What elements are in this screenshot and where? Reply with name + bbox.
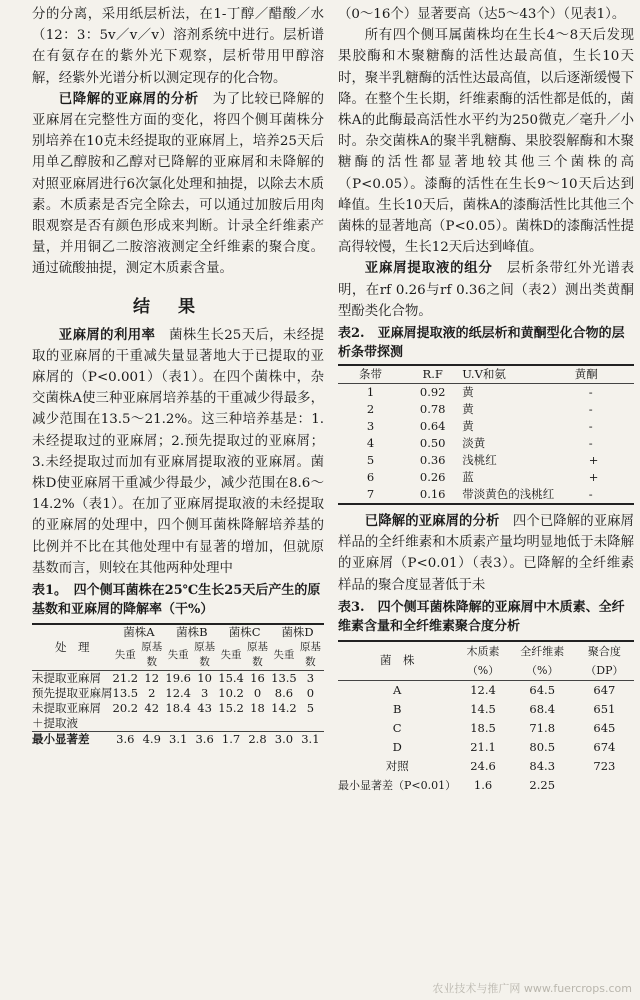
table2-header-flavone: 黄酮	[574, 367, 598, 382]
table-row	[338, 401, 634, 418]
table1-cell: 18.4	[165, 701, 191, 716]
table1-caption-text: 四个侧耳菌株在25℃生长25天后产生的原基数和亚麻屑的降解率（干%）	[32, 583, 321, 618]
table3-label: 表3.	[338, 599, 365, 615]
table3-cell: 645	[593, 720, 616, 735]
text-utilization: 菌株生长25天后，未经提取的亚麻屑的干重减失量显著地大于已提取的亚麻屑的（P<0.001）（表1）。在四个菌株中，杂交菌株A使三种亚麻屑培养基的干重减少得最多，减少范围在13.5～21.2%。这三种培养基是：1.未经提取过的亚麻屑；2.预先提取过的亚麻屑；3.未经提取过而加有亚麻屑提取液的亚麻屑。菌株D使亚麻屑干重减少得最少，减少范围在8.6～14.2%（表1）。在加了亚麻屑提取液的未经提取的亚麻屑的处理中，四个侧耳菌株降解培养基的比例并不比在其他处理中有显著的增加，但就原基数而言，则较在其他两种处理中	[32, 327, 325, 576]
table3-lsd-cell: 2.25	[529, 777, 556, 792]
heading-extract-composition: 亚麻屑提取液的组分	[364, 260, 493, 277]
table3-cell: A	[393, 682, 402, 697]
table1-strain-header: 菌株B	[176, 625, 208, 640]
table2-caption	[338, 324, 634, 362]
table3-cell: 18.5	[470, 720, 496, 735]
text-degraded-analysis: 为了比较已降解的亚麻屑在完整性方面的变化，将四个侧耳菌株分别培养在10克未经提取的亚麻屑上，培养25天后用单乙醇胺和乙醇对已降解的亚麻屑和未降解的对照亚麻屑进行6次氯化处理和抽提，以除去木质素。木质素是否完全除去，可以通过加胺后用肉眼观察是否有颜色形成来判断。计录全纤维素产量，并用铜乙二胺溶液测定全纤维素的聚合度。通过硫酸抽提，测定木质素含量。	[32, 91, 325, 277]
paragraph-enzymes: 所有四个侧耳属菌株均在生长4～8天后发现果胶酶和木聚糖酶的活性达最高值，生长10天时，聚半乳糖酶的活性达最高值，以后逐渐缓慢下降。在整个生长期，纤维素酶的活性都是低的，菌株A的此酶最高活性水平约为250微克／毫升／小时。杂交菌株A的聚半乳糖酶、果胶裂解酶和木聚糖酶的活性都显著地较其他三个菌株的高（P<0.05）。漆酶的活性在生长9～10天后达到峰值。生长10天后，菌株A的漆酶活性比其他三个菌株的显著地高（P<0.05）。菌株D的漆酶活性提高得较慢，生长12天后达到峰值。	[338, 28, 634, 256]
table1-cell: 19.6	[165, 671, 191, 686]
table-row	[338, 700, 634, 719]
table1-body	[32, 671, 324, 732]
table1-strain-header: 菌株D	[281, 625, 314, 640]
table1-label: 表1。	[32, 583, 61, 599]
watermark-text: 农业技术与推广网 www.fuercrops.com	[432, 982, 632, 995]
table1-lsd-cell: 2.8	[248, 732, 267, 747]
table1-cell: 18	[250, 701, 265, 716]
table1-subheader-cell: 原基数	[246, 641, 268, 669]
table1-cell	[138, 716, 165, 732]
paragraph-methods-chromatography: 分的分离，采用纸层析法，在1-丁醇／醋酸／水（12：3：5v／v／v）溶剂系统中进行。层析谱在有氨存在的紫外光下观察，层析带用甲醇溶解，经紫外光谱分析以测定现存的化合物。	[32, 7, 324, 86]
table2-band: 7	[366, 487, 375, 502]
table3-cell: 84.3	[529, 758, 556, 773]
table1-row-label: 预先提取亚麻屑	[32, 686, 113, 701]
table-row	[338, 680, 634, 700]
table1-cell	[244, 716, 271, 732]
table2-uv: 蓝	[462, 470, 474, 485]
table2-flavone: +	[588, 453, 599, 468]
table3-caption-text: 四个侧耳菌株降解的亚麻屑中木质素、全纤维素含量和全纤维素聚合度分析	[338, 599, 625, 634]
table1-lsd-cell: 3.6	[195, 732, 214, 747]
table2-header-band: 条带	[359, 367, 383, 382]
table2-band: 3	[366, 419, 375, 434]
table1-caption	[32, 581, 324, 619]
table3-body	[338, 680, 634, 776]
table3-cell: 对照	[385, 758, 409, 773]
table1-cell: 10	[197, 671, 212, 686]
table2-uv: 带淡黄色的浅桃红	[462, 487, 555, 502]
table1-cell: 12	[144, 671, 160, 686]
text-extract-composition: 层析条带红外光谱表明，在rf 0.26与rf 0.36之间（表2）测出类黄酮型酚类化合物。	[338, 261, 635, 319]
table2-header-rf: R.F	[422, 367, 443, 382]
text-degraded-result: 四个已降解的亚麻屑样品的全纤维素和木质素产量均明显地低于未降解的亚麻屑（P<0.01）（表3）。已降解的全纤维素样品的聚合度显著低于未	[338, 514, 635, 593]
right-column	[338, 4, 634, 795]
table3-cell: 68.4	[529, 701, 556, 716]
table2-band: 1	[366, 385, 375, 400]
heading-utilization: 亚麻屑的利用率	[58, 326, 156, 343]
table3-header-lignin: 木质素（%）	[466, 644, 500, 677]
table1-cell	[218, 716, 244, 732]
table-row	[338, 757, 634, 776]
table2-flavone: -	[588, 402, 593, 417]
table1-cell: 0	[306, 686, 315, 701]
heading-degraded-result: 已降解的亚麻屑的分析	[364, 513, 500, 530]
table1-lsd-cell: 4.9	[142, 732, 161, 747]
table3-cell: B	[392, 701, 402, 716]
table2-rf: 0.36	[419, 453, 446, 468]
table3-lsd-cell: 1.6	[473, 777, 493, 792]
table-row	[338, 435, 634, 452]
table3-lsd-cell	[575, 776, 634, 795]
table1-strain-header: 菌株C	[228, 625, 261, 640]
table1-cell: 5	[306, 701, 315, 716]
table2-uv: 黄	[462, 402, 474, 417]
table1-cell: 42	[144, 701, 160, 716]
table1-cell: 16	[250, 671, 265, 686]
paragraph-degraded-analysis	[32, 89, 324, 280]
table-row	[338, 486, 634, 503]
table3-cell: 64.5	[529, 682, 556, 697]
table1-subheader-cell: 失重	[220, 648, 242, 661]
table1-cell	[271, 716, 297, 732]
section-title-results: 结果	[133, 296, 223, 317]
table1	[32, 623, 324, 747]
table3-cell: 80.5	[529, 739, 556, 754]
table1-subheader-cell: 原基数	[194, 641, 216, 669]
table-row	[338, 738, 634, 757]
table2-body	[338, 384, 634, 504]
table2-band: 4	[366, 436, 375, 451]
table2-rf: 0.78	[419, 402, 446, 417]
table2-uv: 黄	[462, 419, 474, 434]
table2-bottom-rule	[338, 503, 634, 505]
table-row	[32, 701, 324, 716]
paragraph-utilization	[32, 325, 324, 579]
table1-subheader-cell: 原基数	[141, 641, 163, 669]
table-row	[338, 452, 634, 469]
table1-cell: 2	[148, 686, 156, 701]
table1-cell: 15.2	[218, 701, 244, 716]
table2-band: 2	[366, 402, 375, 417]
table2-caption-text: 亚麻屑提取液的纸层析和黄酮型化合物的层析条带探测	[338, 326, 625, 361]
table3-header-strain: 菌 株	[379, 653, 415, 668]
table3-cell: 21.1	[470, 739, 496, 754]
table1-lsd-cell: 1.7	[221, 732, 241, 747]
paragraph-extract-composition	[338, 258, 634, 322]
table3-cell: 723	[593, 758, 616, 773]
table1-cell: 13.5	[271, 671, 297, 686]
table3-cell: D	[392, 739, 402, 754]
table1-cell: 12.4	[165, 686, 191, 701]
table1-lsd-cell: 3.1	[301, 732, 320, 747]
table2-rf: 0.26	[419, 470, 446, 485]
table2-rf: 0.50	[419, 436, 446, 451]
table1-subheader-cell: 失重	[273, 648, 295, 661]
table2-uv: 淡黄	[462, 436, 486, 451]
table-row	[338, 469, 634, 486]
table3-header-row	[338, 641, 634, 681]
table1-cell	[297, 716, 324, 732]
table2-rf: 0.92	[419, 385, 446, 400]
table3-caption	[338, 598, 634, 636]
table3-cell: 71.8	[529, 720, 556, 735]
table1-lsd-cell: 3.1	[169, 732, 188, 747]
table-row	[338, 384, 634, 402]
table1-cell	[165, 716, 191, 732]
table3-cell: 674	[593, 739, 616, 754]
table1-cell: 0	[253, 686, 262, 701]
table1-cell: 10.2	[218, 686, 244, 701]
table1-row-label: ＋提取液	[32, 716, 78, 731]
table2-flavone: -	[588, 436, 593, 451]
table2-flavone: +	[588, 470, 599, 485]
table2-rf: 0.64	[419, 419, 446, 434]
table3-cell: 12.4	[470, 682, 496, 697]
table1-cell: 3	[200, 686, 209, 701]
table3-cell: 24.6	[470, 758, 496, 773]
table1-cell	[113, 716, 139, 732]
table1-header-row	[32, 624, 324, 640]
table-row	[32, 716, 324, 732]
table3-cell: 651	[593, 701, 616, 716]
table2-flavone: -	[588, 419, 593, 434]
table3	[338, 640, 634, 795]
table2	[338, 364, 634, 503]
table3-header-holocellulose: 全纤维素（%）	[520, 644, 565, 677]
table1-strain-header: 菌株A	[123, 625, 155, 640]
table3-lsd-row	[338, 776, 634, 795]
table1-cell: 15.4	[218, 671, 244, 686]
table1-cell: 3	[306, 671, 315, 686]
table1-cell: 43	[197, 701, 212, 716]
heading-degraded-analysis: 已降解的亚麻屑的分析	[58, 90, 199, 107]
table-row	[338, 418, 634, 435]
table3-cell: C	[392, 720, 402, 735]
table1-lsd-cell: 3.6	[116, 732, 135, 747]
table1-lsd-cell: 3.0	[274, 732, 294, 747]
table1-cell: 14.2	[271, 701, 297, 716]
table2-band: 5	[366, 453, 375, 468]
table2-header-row	[338, 365, 634, 384]
table2-uv: 浅桃红	[462, 453, 497, 468]
table-row	[338, 719, 634, 738]
table2-header-uv: U.V和氨	[462, 367, 506, 382]
table2-flavone: -	[588, 487, 593, 502]
table1-row-label: 未提取亚麻屑	[32, 671, 101, 686]
table-row	[32, 686, 324, 701]
table1-cell: 13.5	[112, 686, 139, 701]
paragraph-continuation: （0～16个）显著要高（达5～43个）（见表1）。	[338, 7, 626, 22]
table3-lsd-label: 最小显著差（P<0.01）	[338, 778, 457, 792]
table1-cell	[191, 716, 218, 732]
table2-uv: 黄	[462, 385, 474, 400]
table1-row-label: 未提取亚麻屑	[32, 701, 101, 716]
table1-subheader-cell: 失重	[114, 648, 136, 661]
table3-cell: 14.5	[470, 701, 496, 716]
table1-cell: 8.6	[274, 686, 294, 701]
table2-flavone: -	[588, 385, 593, 400]
left-column	[32, 4, 324, 747]
paragraph-degraded-result	[338, 511, 634, 596]
table1-cell: 20.2	[112, 701, 139, 716]
table1-lsd-row	[32, 732, 324, 748]
table1-subheader-cell: 失重	[167, 648, 189, 661]
table3-cell: 647	[593, 682, 616, 697]
table1-subheader-cell: 原基数	[299, 641, 321, 669]
table3-header-dp: 聚合度（DP）	[585, 644, 624, 677]
table2-rf: 0.16	[419, 487, 446, 502]
table2-label: 表2.	[338, 326, 365, 342]
table1-cell: 21.2	[112, 671, 139, 686]
table1-lsd-label: 最小显著差	[32, 732, 90, 747]
table1-treatment-header: 处 理	[55, 640, 90, 655]
table-row	[32, 671, 324, 687]
table2-band: 6	[366, 470, 375, 485]
